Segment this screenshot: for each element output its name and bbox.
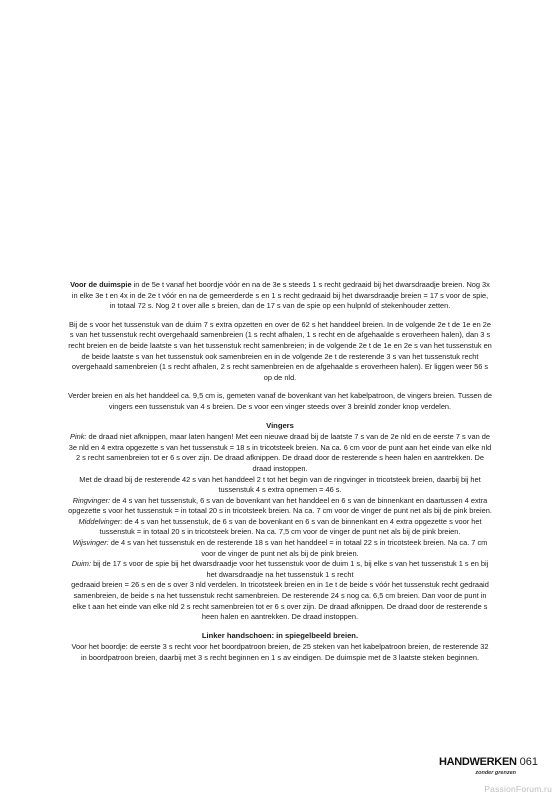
magazine-logo: HANDWERKEN: [438, 756, 517, 768]
paragraph-middelvinger: [68, 517, 492, 538]
paragraph-duim-2: gedraaid breien = 26 s en de s over 3 nld verdelen. In tricotsteek breien en in 1e t de beide s vóór het tussenstuk recht gedraaid samenbreien, de beide s na het tussenstuk recht samenbreien. De resterende 24 s nog ca. 6,5 cm breien. Dan voor de punt in elke t aan het einde van elke nld 2 s recht samenbreien tot er 6 s over zijn. De draad afknippen. De draad door de resterende s heen halen en aantrekken. De draad instoppen.: [71, 580, 489, 622]
magazine-subtitle: zonder grenzen: [475, 770, 516, 776]
pink-label: Pink:: [70, 432, 87, 442]
paragraph-pink-2: Met de draad bij de resterende 42 s van het handdeel 2 t tot het begin van de ringvinger in tricotsteek breien, daarbij bij het tussenstuk 4 s extra opnemen = 46 s.: [79, 474, 481, 495]
paragraph-linker: Voor het boordje: de eerste 3 s recht voor het boordpatroon breien, de 25 steken van het kabelpatroon breien, de resterende 32 in boordpatroon breien, daarbij met 3 s recht beginnen en 1 s av eindigen. De duimspie met de 3 laatste steken beginnen.: [71, 642, 489, 662]
page-number: 061: [519, 756, 538, 768]
paragraph-wijsvinger: [68, 538, 492, 559]
section-title-vingers: Vingers: [266, 420, 294, 430]
wijsvinger-label: Wijsvinger:: [72, 538, 109, 548]
paragraph-pink: [68, 432, 492, 474]
middelvinger-text: de 4 s van het tussenstuk, de 6 s van de bovenkant en 6 s van de binnenkant en 4 extra opgezette s voor het tussenstuk = in totaal 20 s in tricotsteek breien. Na ca. 7,5 cm voor de vinger de punt net als bij de pink breien.: [99, 516, 482, 537]
section-title-linker: Linker handschoen: in spiegelbeeld breien.: [201, 630, 359, 640]
paragraph-handdeel: Verder breien en als het handdeel ca. 9,5 cm is, gemeten vanaf de bovenkant van het kabelpatroon, de vingers breien. Tussen de vingers een tussenstuk van 4 s breien. De s voor een vinger steeds over 3 breinld zonder knop verdelen.: [68, 391, 493, 411]
pink-text: de draad niet afknippen, maar laten hangen! Met een nieuwe draad bij de laatste 7 s van de 2e nld en de eerste 7 s van de 3e nld en 4 extra opgezette s van het tussenstuk = 18 s in tricotsteek breien. Na ca. 6 cm voor de punt aan het einde van elke nld 2 s recht samenbreien tot er 6 s over zijn. De draad afknippen. De draad door de resterende s heen halen en aantrekken. De draad instoppen.: [68, 432, 492, 473]
duim-text: bij de 17 s voor de spie bij het dwarsdraadje voor het tussenstuk voor de duim 1 s, bij elke s van het tussenstuk 1 s en bij het dwarsdraadje na het tussenstuk 1 s recht: [91, 559, 489, 579]
wijsvinger-text: de 4 s van het tussenstuk en de resterende 18 s van het handdeel = in totaal 22 s in tricotsteek breien. Na ca. 7 cm voor de vinger de punt net als bij de pink breien.: [108, 538, 488, 558]
paragraph-duim: [68, 559, 492, 580]
duimspie-text: in de 5e t vanaf het boordje vóór en na de 3e s steeds 1 s recht gedraaid bij het dwarsdraadje breien. Nog 3x in elke 3e t en 4x in de 2e t vóór en na de gemeerderde s en 1 s recht gedraaid bij het dwarsdraadje breien = 17 s voor de spie, in totaal 72 s. Nog 2 t over alle s breien, dan de 17 s van de spie op een hulpnld of stekenhouder zetten.: [71, 280, 490, 311]
paragraph-tussenstuk: Bij de s voor het tussenstuk van de duim 7 s extra opzetten en over de 62 s het handdeel breien. In de volgende 2e t de 1e en 2e s van het tussenstuk recht overgehaald samenbreien (1 s recht afhalen, 1 s recht en de afgehaalde s eroverheen halen), dan 3 s recht breien en de beide laatste s van het tussenstuk recht samenbreien; in de volgende 2e t de 1e en 2e s van het tussenstuk en de beide laatste s van het tussenstuk ook samenbreien en in de volgende 2e t de resterende 3 s van het tussenstuk recht overgehaald samenbreien (1 s recht afhalen, 2 s recht samenbreien en de afgehaalde s eroverheen halen). Er liggen weer 56 s op de nld.: [68, 319, 492, 382]
ringvinger-label: Ringvinger:: [72, 495, 111, 505]
paragraph-ringvinger: [68, 496, 492, 517]
page-footer: [439, 752, 538, 776]
ringvinger-text: de 4 s van het tussenstuk, 6 s van de bovenkant van het handdeel en 6 s van de binnenkant en daartussen 4 extra opgezette s voor het tussenstuk = in totaal 20 s in tricotsteek breien. Na ca. 7 cm voor de vinger de punt net als bij de pink breien.: [68, 495, 492, 516]
duim-label: Duim:: [71, 559, 92, 569]
watermark: PassionForum.ru: [484, 784, 552, 794]
middelvinger-label: Middelvinger:: [78, 516, 123, 526]
paragraph-duimspie: [68, 280, 492, 312]
article-body: [68, 280, 492, 672]
duimspie-heading: Voor de duimspie: [70, 280, 132, 289]
